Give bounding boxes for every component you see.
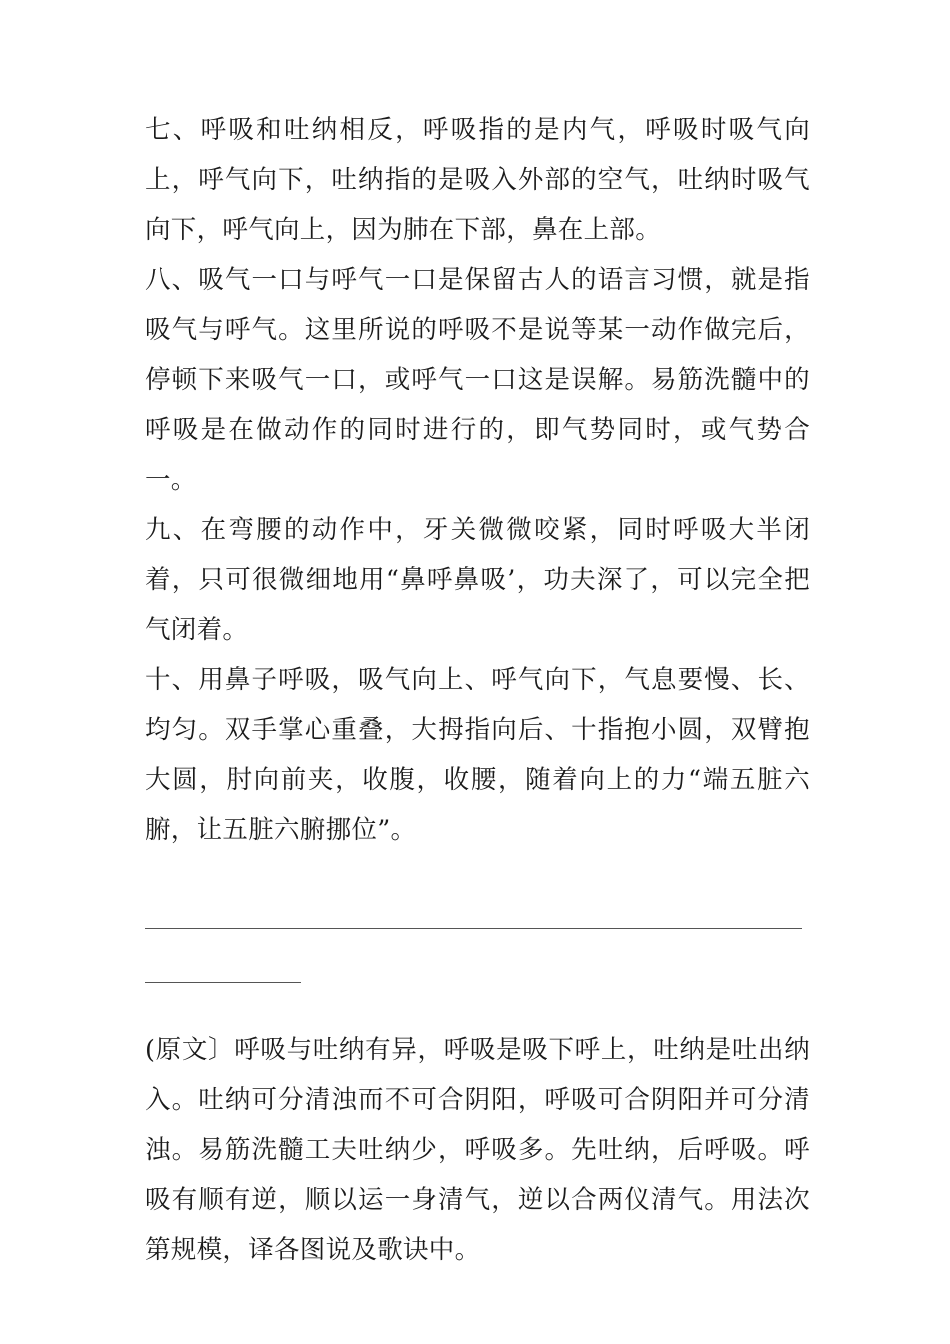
note-eight: 八、吸气一口与呼气一口是保留古人的语言习惯，就是指吸气与呼气。这里所说的呼吸不是说等某一动作做完后，停顿下来吸气一口，或呼气一口这是误解。易筋洗髓中的呼吸是在做动作的同时进行的，即气势同时，或气势合一。	[145, 265, 810, 495]
section-divider	[145, 900, 810, 1025]
note-seven: 七、呼吸和吐纳相反，呼吸指的是内气，呼吸时吸气向上，呼气向下，吐纳指的是吸入外部的空气，吐纳时吸气向下，呼气向上，因为肺在下部，鼻在上部。	[145, 115, 810, 245]
original-text-paragraph: (原文〕呼吸与吐纳有异，呼吸是吸下呼上，吐纳是吐出纳入。吐纳可分清浊而不可合阴阳，呼吸可合阴阳并可分清浊。易筋洗髓工夫吐纳少，呼吸多。先吐纳，后呼吸。呼吸有顺有逆，顺以运一身清气，逆以合两仪清气。用法次第规模，译各图说及歌诀中。	[145, 1035, 810, 1265]
document-page	[145, 105, 810, 1275]
note-ten: 十、用鼻子呼吸，吸气向上、呼气向下，气息要慢、长、均匀。双手掌心重叠，大拇指向后、十指抱小圆，双臂抱大圆，肘向前夹，收腹，收腰，随着向上的力“端五脏六腑，让五脏六腑挪位”。	[145, 665, 810, 845]
divider-long-line	[145, 928, 802, 929]
note-nine: 九、在弯腰的动作中，牙关微微咬紧，同时呼吸大半闭着，只可很微细地用“鼻呼鼻吸’，功夫深了，可以完全把气闭着。	[145, 515, 810, 645]
divider-short-line	[145, 982, 301, 983]
